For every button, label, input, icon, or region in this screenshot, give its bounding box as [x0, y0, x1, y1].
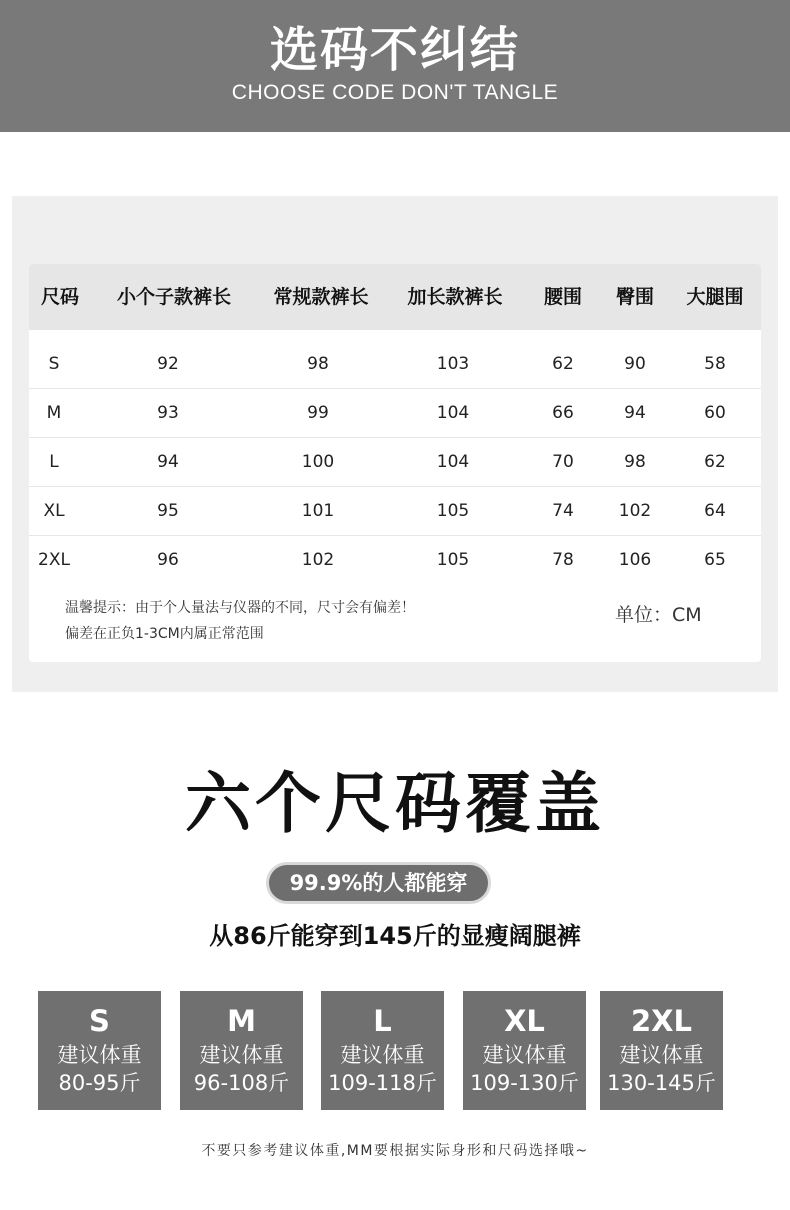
table-cell: 106: [618, 550, 652, 570]
coverage-badge: 99.9%的人都能穿: [266, 862, 491, 904]
table-cell: M: [46, 403, 62, 423]
size-card-size: L: [373, 1004, 392, 1038]
size-card-label: 建议体重: [482, 1043, 567, 1067]
size-card-weight-range: 109-118斤: [328, 1071, 437, 1095]
table-cell: 65: [704, 550, 726, 570]
table-cell: 62: [704, 452, 726, 472]
table-row: [29, 340, 761, 389]
table-cell: 74: [552, 501, 574, 521]
table-cell: 102: [301, 550, 335, 570]
table-cell: 105: [436, 501, 470, 521]
size-card-weight-range: 109-130斤: [470, 1071, 579, 1095]
size-card-label: 建议体重: [619, 1043, 704, 1067]
table-cell: S: [48, 354, 60, 374]
column-header-long-length: 加长款裤长: [407, 286, 503, 308]
column-header-waist: 腰围: [543, 286, 582, 308]
column-header-size: 尺码: [40, 286, 79, 308]
table-cell: 95: [157, 501, 179, 521]
size-card-weight-range: 96-108斤: [193, 1071, 290, 1095]
table-cell: 64: [704, 501, 726, 521]
table-cell: 62: [552, 354, 574, 374]
size-card-size: M: [227, 1004, 256, 1038]
table-row: [29, 438, 761, 487]
table-row: [29, 536, 761, 585]
table-cell: 101: [301, 501, 335, 521]
size-card-weight-range: 130-145斤: [607, 1071, 716, 1095]
table-cell: 92: [157, 354, 179, 374]
table-cell: 60: [704, 403, 726, 423]
column-header-regular-length: 常规款裤长: [273, 286, 369, 308]
table-cell: L: [49, 452, 59, 472]
table-cell: 102: [618, 501, 652, 521]
footer-tip: 不要只参考建议体重,MM要根据实际身形和尺码选择哦~: [201, 1143, 589, 1159]
table-cell: 93: [157, 403, 179, 423]
column-header-thigh: 大腿围: [686, 286, 744, 308]
table-row: [29, 487, 761, 536]
size-card-weight-range: 80-95斤: [58, 1071, 141, 1095]
size-card-m: [180, 991, 303, 1110]
page-title: 选码不纠结: [269, 22, 520, 78]
table-cell: 94: [157, 452, 179, 472]
table-cell: 99: [307, 403, 329, 423]
table-header: [29, 264, 761, 330]
unit-label: 单位：CM: [615, 604, 702, 626]
table-cell: 105: [436, 550, 470, 570]
table-cell: 103: [436, 354, 470, 374]
table-cell: 94: [624, 403, 646, 423]
table-cell: 78: [552, 550, 574, 570]
coverage-description: 从86斤能穿到145斤的显瘦阔腿裤: [209, 922, 581, 950]
table-cell: 58: [704, 354, 726, 374]
table-cell: 70: [552, 452, 574, 472]
size-card-2xl: [600, 991, 723, 1110]
table-cell: 98: [307, 354, 329, 374]
size-card-s: [38, 991, 161, 1110]
table-cell: 90: [624, 354, 646, 374]
table-cell: 100: [301, 452, 335, 472]
table-cell: 2XL: [38, 550, 70, 570]
size-card-xl: [463, 991, 586, 1110]
table-cell: XL: [43, 501, 65, 521]
size-card-label: 建议体重: [340, 1043, 425, 1067]
size-card-label: 建议体重: [57, 1043, 142, 1067]
size-card-size: 2XL: [630, 1004, 693, 1038]
size-card-l: [321, 991, 444, 1110]
page-subtitle: CHOOSE CODE DON'T TANGLE: [231, 81, 559, 104]
size-table-card: [29, 264, 761, 662]
table-cell: 104: [436, 452, 470, 472]
column-header-petite-length: 小个子款裤长: [116, 286, 231, 308]
table-cell: 98: [624, 452, 646, 472]
size-card-size: S: [89, 1004, 110, 1038]
size-card-size: XL: [504, 1004, 545, 1038]
coverage-title: 六个尺码覆盖: [185, 765, 605, 842]
column-header-hip: 臀围: [615, 286, 654, 308]
size-table-panel: [12, 196, 778, 692]
size-card-label: 建议体重: [199, 1043, 284, 1067]
tolerance-note: 偏差在正负1-3CM内属正常范围: [65, 626, 264, 642]
table-cell: 104: [436, 403, 470, 423]
table-row: [29, 389, 761, 438]
table-cell: 66: [552, 403, 574, 423]
measurement-note: 温馨提示：由于个人量法与仪器的不同，尺寸会有偏差！: [65, 600, 415, 616]
header-banner: [0, 0, 790, 132]
table-cell: 96: [157, 550, 179, 570]
